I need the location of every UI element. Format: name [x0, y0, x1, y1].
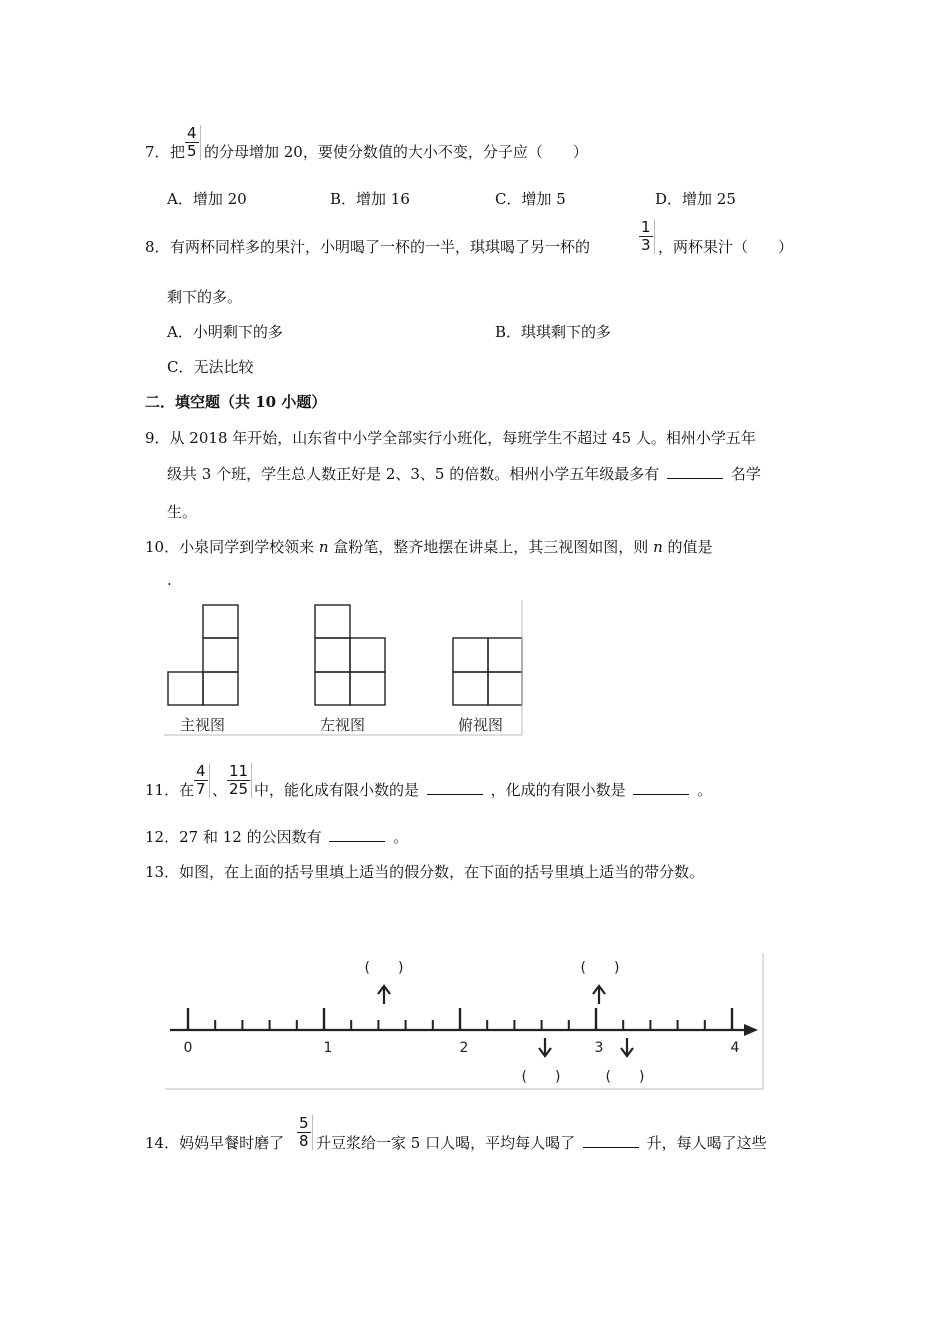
three-views-figure: [160, 596, 530, 741]
tick-label-3: 3: [594, 1040, 604, 1056]
top-view-cell: [453, 638, 488, 672]
question-12: 12．27 和 12 的公因数有 。: [145, 828, 409, 846]
q8-number: 8．: [145, 238, 170, 256]
answer-paren-upper-2[interactable]: ( ): [580, 960, 620, 976]
tick-label-2: 2: [459, 1040, 469, 1056]
q8-text-end: ，两杯果汁（ ）: [658, 238, 794, 256]
left-view-cell: [315, 605, 350, 638]
top-view-label: 俯视图: [458, 716, 504, 734]
q7-option-c: C．增加 5: [495, 190, 566, 208]
answer-paren-upper-1[interactable]: ( ): [364, 960, 404, 976]
q14-fraction: $\frac{5}{8}$: [297, 1115, 313, 1150]
q9-line3: 生。: [167, 503, 198, 521]
answer-paren-lower-2[interactable]: ( ): [605, 1069, 645, 1085]
q11-fraction-1: $\frac{4}{7}$: [194, 763, 210, 798]
answer-paren-lower-1[interactable]: ( ): [521, 1069, 561, 1085]
q10-line1: 10．小泉同学到学校领来 n 盒粉笔，整齐地摆在讲桌上，其三视图如图，则 n 的值是: [145, 538, 713, 556]
answer-blank[interactable]: [329, 827, 385, 842]
q8-line2: 剩下的多。: [167, 288, 243, 306]
top-view-cell: [488, 672, 522, 705]
q8-fraction: $\frac{1}{3}$: [639, 219, 655, 254]
q8-text: 有两杯同样多的果汁，小明喝了一杯的一半，琪琪喝了另一杯的: [170, 238, 591, 256]
q14-text: 升豆浆给一家 5 口人喝，平均每人喝了 升，每人喝了这些: [316, 1134, 767, 1152]
axis-arrowhead: [744, 1024, 758, 1036]
q8-option-c: C．无法比较: [167, 358, 254, 376]
q8-option-a: A．小明剩下的多: [167, 323, 283, 341]
left-view-cell: [350, 672, 385, 705]
front-view-cell: [203, 638, 238, 672]
q11-pre: 11．在: [145, 781, 195, 799]
q10-line2: .: [167, 571, 172, 589]
front-view-cell: [203, 605, 238, 638]
front-view-label: 主视图: [180, 716, 226, 734]
q7-pre: 把: [170, 143, 186, 161]
q7-text: 的分母增加 20，要使分数值的大小不变，分子应（ ）: [204, 143, 588, 161]
q7-fraction: $\frac{4}{5}$: [185, 125, 201, 160]
q11-sep: 、: [212, 781, 228, 799]
top-view-cell: [453, 672, 488, 705]
left-view-cell: [350, 638, 385, 672]
number-line-figure: [160, 948, 770, 1093]
q13-text: 13．如图，在上面的括号里填上适当的假分数，在下面的括号里填上适当的带分数。: [145, 863, 705, 881]
front-view-cell: [168, 672, 203, 705]
q14-pre: 14．妈妈早餐时磨了: [145, 1134, 285, 1152]
q11-fraction-2: $\frac{11}{25}$: [227, 763, 252, 798]
answer-blank[interactable]: [427, 780, 483, 795]
top-view-cell: [488, 638, 522, 672]
q9-line2: 级共 3 个班，学生总人数正好是 2、3、5 的倍数。相州小学五年级最多有 名学: [167, 465, 761, 483]
tick-label-4: 4: [730, 1040, 740, 1056]
tick-label-0: 0: [183, 1040, 193, 1056]
q7-option-a: A．增加 20: [167, 190, 247, 208]
q7-number: 7．: [145, 143, 170, 161]
section-heading: 二．填空题（共 10 小题）: [145, 393, 327, 411]
q9-line1: 9．从 2018 年开始，山东省中小学全部实行小班化，每班学生不超过 45 人。相州小学五年: [145, 429, 756, 447]
front-view-cell: [203, 672, 238, 705]
answer-blank[interactable]: [667, 464, 723, 479]
left-view-cell: [315, 672, 350, 705]
answer-blank[interactable]: [633, 780, 689, 795]
q11-text: 中，能化成有限小数的是 ，化成的有限小数是 。: [254, 781, 713, 799]
answer-blank[interactable]: [583, 1133, 639, 1148]
q7-option-b: B．增加 16: [330, 190, 410, 208]
tick-label-1: 1: [323, 1040, 333, 1056]
left-view-label: 左视图: [320, 716, 366, 734]
q8-option-b: B．琪琪剩下的多: [495, 323, 612, 341]
q7-option-d: D．增加 25: [655, 190, 736, 208]
left-view-cell: [315, 638, 350, 672]
